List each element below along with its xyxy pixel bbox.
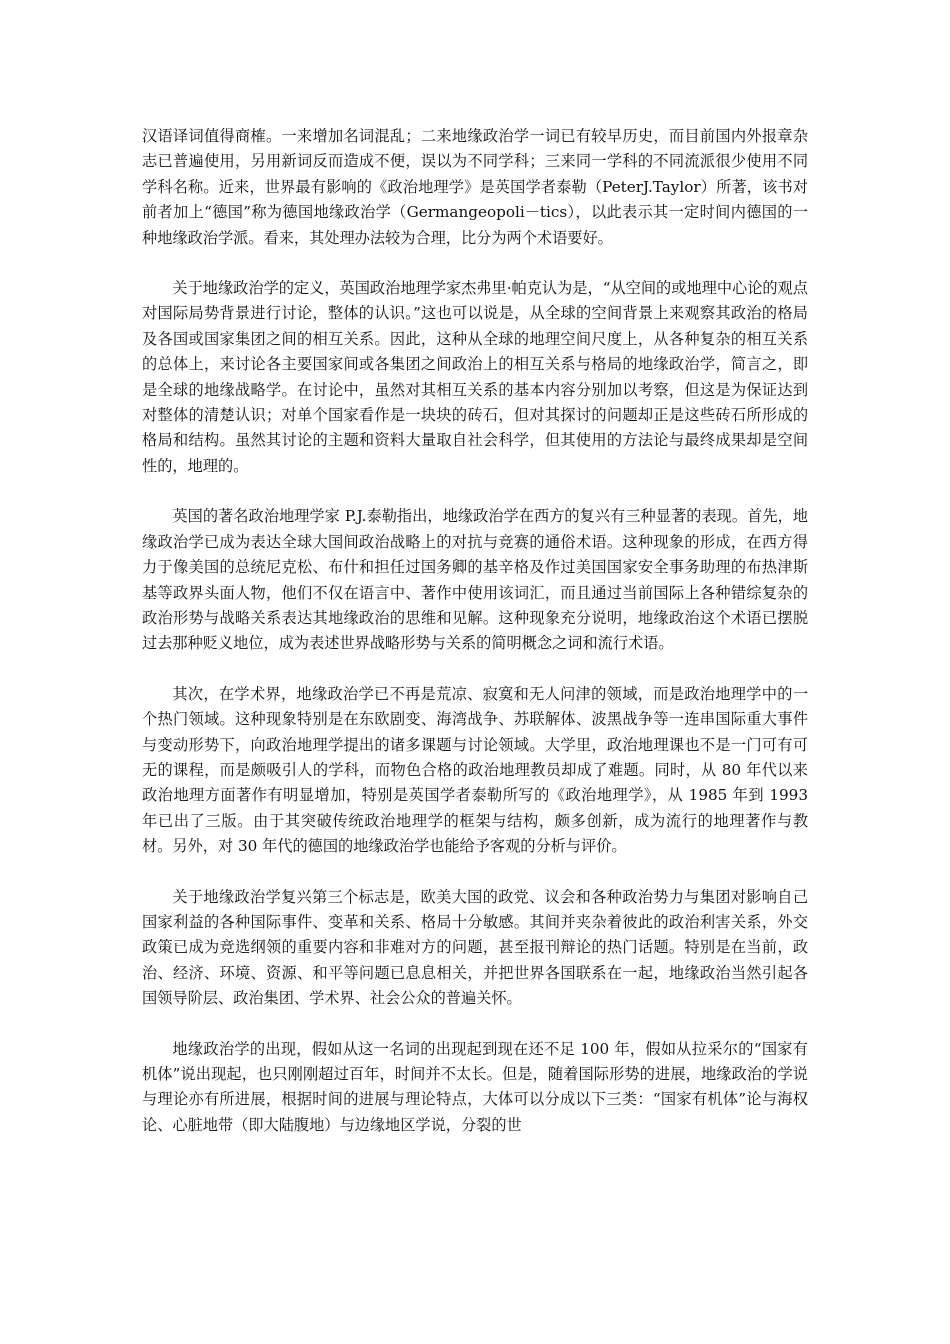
paragraph-3: 英国的著名政治地理学家 P.J.泰勒指出，地缘政治学在西方的复兴有三种显著的表现。首先，地缘政治学已成为表达全球大国间政治战略上的对抗与竞赛的通俗术语。这种现象的形成，在西方得力于像美国的总统尼克松、布什和担任过国务卿的基辛格及作过美国国家安全事务助理的布热津斯基等政界头面人物，他们不仅在语言中、著作中使用该词汇，而且通过当前国际上各种错综复杂的政治形势与战略关系表达其地缘政治的思维和见解。这种现象充分说明，地缘政治这个术语已摆脱过去那种贬义地位，成为表述世界战略形势与关系的简明概念之词和流行术语。 (142, 507, 808, 653)
paragraph-6: 地缘政治学的出现，假如从这一名词的出现起到现在还不足 100 年，假如从拉采尔的“国家有机体”说出现起，也只刚刚超过百年，时间并不太长。但是，随着国际形势的进展，地缘政治的学说与理论亦有所进展，根据时间的进展与理论特点，大体可以分成以下三类：“国家有机体”论与海权论、心脏地带（即大陆腹地）与边缘地区学说，分裂的世 (142, 1039, 808, 1134)
document-page (142, 124, 808, 1163)
paragraph-5: 关于地缘政治学复兴第三个标志是，欧美大国的政党、议会和各种政治势力与集团对影响自己国家利益的各种国际事件、变革和关系、格局十分敏感。其间并夹杂着彼此的政治利害关系，外交政策已成为竞选纲领的重要内容和非难对方的问题，甚至报刊辩论的热门话题。特别是在当前，政治、经济、环境、资源、和平等问题已息息相关，并把世界各国联系在一起，地缘政治当然引起各国领导阶层、政治集团、学术界、社会公众的普遍关怀。 (142, 887, 808, 1008)
paragraph-1: 汉语译词值得商榷。一来增加名词混乱；二来地缘政治学一词已有较早历史，而目前国内外报章杂志已普遍使用，另用新词反而造成不便，误以为不同学科；三来同一学科的不同流派很少使用不同学科名称。近来，世界最有影响的《政治地理学》是英国学者泰勒（PeterJ.Taylor）所著，该书对前者加上“德国”称为德国地缘政治学（Germangeopoli－tics），以此表示其一定时间内德国的一种地缘政治学派。看来，其处理办法较为合理，比分为两个术语要好。 (142, 127, 808, 247)
paragraph-2: 关于地缘政治学的定义，英国政治地理学家杰弗里·帕克认为是，“从空间的或地理中心论的观点对国际局势背景进行讨论，整体的认识。”这也可以说是，从全球的空间背景上来观察其政治的格局及各国或国家集团之间的相互关系。因此，这种从全球的地理空间尺度上，从各种复杂的相互关系的总体上，来讨论各主要国家间或各集团之间政治上的相互关系与格局的地缘政治学，简言之，即是全球的地缘战略学。在讨论中，虽然对其相互关系的基本内容分别加以考察，但这是为保证达到对整体的清楚认识；对单个国家看作是一块块的砖石，但对其探讨的问题却正是这些砖石所形成的格局和结构。虽然其讨论的主题和资料大量取自社会科学，但其使用的方法论与最终成果却是空间性的，地理的。 (142, 279, 808, 475)
paragraph-4: 其次，在学术界，地缘政治学已不再是荒凉、寂寞和无人问津的领域，而是政治地理学中的一个热门领域。这种现象特别是在东欧剧变、海湾战争、苏联解体、波黑战争等一连串国际重大事件与变动形势下，向政治地理学提出的诸多课题与讨论领域。大学里，政治地理课也不是一门可有可无的课程，而是颇吸引人的学科，而物色合格的政治地理教员却成了难题。同时，从 80 年代以来政治地理方面著作有明显增加，特别是英国学者泰勒所写的《政治地理学》，从 1985 年到 1993 年已出了三版。由于其突破传统政治地理学的框架与结构，颇多创新，成为流行的地理著作与教材。另外，对 30 年代的德国的地缘政治学也能给予客观的分析与评价。 (142, 684, 808, 856)
